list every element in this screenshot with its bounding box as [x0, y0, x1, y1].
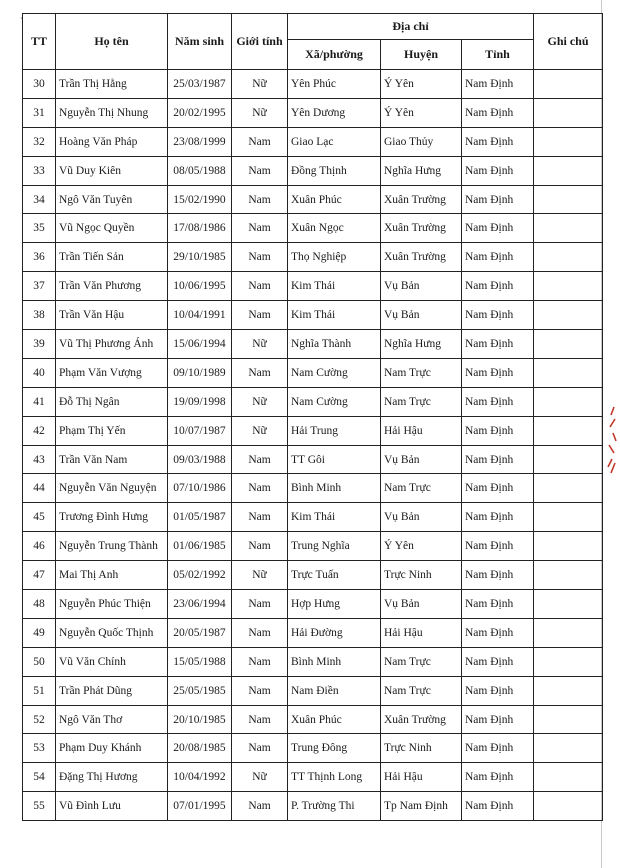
- cell-province: Nam Định: [462, 792, 534, 821]
- cell-name: Ngô Văn Tuyên: [56, 185, 168, 214]
- cell-name: Vũ Duy Kiên: [56, 156, 168, 185]
- cell-tt: 54: [23, 763, 56, 792]
- cell-province: Nam Định: [462, 358, 534, 387]
- cell-note: [534, 156, 603, 185]
- table-row: [23, 156, 603, 185]
- cell-dob: 20/08/1985: [168, 734, 232, 763]
- cell-ward: Đồng Thịnh: [288, 156, 381, 185]
- cell-name: Trần Phát Dũng: [56, 676, 168, 705]
- cell-ward: Bình Minh: [288, 474, 381, 503]
- cell-note: [534, 301, 603, 330]
- cell-province: Nam Định: [462, 676, 534, 705]
- cell-sex: Nam: [232, 156, 288, 185]
- cell-province: Nam Định: [462, 445, 534, 474]
- cell-note: [534, 185, 603, 214]
- cell-district: Nam Trực: [381, 387, 462, 416]
- cell-note: [534, 532, 603, 561]
- cell-tt: 31: [23, 98, 56, 127]
- cell-dob: 01/06/1985: [168, 532, 232, 561]
- cell-dob: 09/10/1989: [168, 358, 232, 387]
- cell-name: Vũ Văn Chính: [56, 647, 168, 676]
- cell-sex: Nam: [232, 301, 288, 330]
- cell-tt: 47: [23, 561, 56, 590]
- cell-province: Nam Định: [462, 70, 534, 99]
- header-ghi-chu: Ghi chú: [534, 14, 603, 70]
- cell-dob: 10/04/1992: [168, 763, 232, 792]
- cell-ward: Nghĩa Thành: [288, 330, 381, 359]
- cell-dob: 10/04/1991: [168, 301, 232, 330]
- table-row: [23, 358, 603, 387]
- cell-tt: 51: [23, 676, 56, 705]
- cell-province: Nam Định: [462, 416, 534, 445]
- cell-name: Mai Thị Anh: [56, 561, 168, 590]
- cell-district: Hải Hậu: [381, 763, 462, 792]
- cell-note: [534, 561, 603, 590]
- cell-province: Nam Định: [462, 503, 534, 532]
- table-row: [23, 301, 603, 330]
- cell-ward: Trực Tuấn: [288, 561, 381, 590]
- table-row: [23, 561, 603, 590]
- cell-dob: 19/09/1998: [168, 387, 232, 416]
- roster-table: [22, 13, 603, 821]
- cell-note: [534, 416, 603, 445]
- cell-dob: 25/05/1985: [168, 676, 232, 705]
- cell-ward: Bình Minh: [288, 647, 381, 676]
- cell-sex: Nam: [232, 243, 288, 272]
- cell-province: Nam Định: [462, 647, 534, 676]
- cell-tt: 45: [23, 503, 56, 532]
- cell-note: [534, 676, 603, 705]
- cell-sex: Nữ: [232, 416, 288, 445]
- cell-province: Nam Định: [462, 243, 534, 272]
- cell-note: [534, 618, 603, 647]
- table-row: [23, 590, 603, 619]
- cell-district: Xuân Trường: [381, 705, 462, 734]
- cell-ward: Nam Điền: [288, 676, 381, 705]
- cell-name: Vũ Thị Phương Ánh: [56, 330, 168, 359]
- cell-ward: Xuân Phúc: [288, 705, 381, 734]
- cell-province: Nam Định: [462, 763, 534, 792]
- cell-district: Xuân Trường: [381, 243, 462, 272]
- cell-tt: 33: [23, 156, 56, 185]
- cell-sex: Nam: [232, 618, 288, 647]
- cell-sex: Nam: [232, 734, 288, 763]
- cell-tt: 43: [23, 445, 56, 474]
- cell-district: Hải Hậu: [381, 416, 462, 445]
- cell-sex: Nam: [232, 503, 288, 532]
- cell-dob: 09/03/1988: [168, 445, 232, 474]
- cell-sex: Nam: [232, 272, 288, 301]
- header-huyen: Huyện: [381, 40, 462, 70]
- cell-name: Phạm Duy Khánh: [56, 734, 168, 763]
- cell-district: Nghĩa Hưng: [381, 330, 462, 359]
- cell-sex: Nữ: [232, 98, 288, 127]
- cell-ward: TT Thịnh Long: [288, 763, 381, 792]
- cell-district: Xuân Trường: [381, 214, 462, 243]
- cell-ward: Giao Lạc: [288, 127, 381, 156]
- cell-name: Vũ Ngọc Quyền: [56, 214, 168, 243]
- cell-name: Trần Văn Nam: [56, 445, 168, 474]
- table-row: [23, 503, 603, 532]
- cell-sex: Nữ: [232, 330, 288, 359]
- cell-sex: Nam: [232, 676, 288, 705]
- cell-province: Nam Định: [462, 214, 534, 243]
- cell-tt: 42: [23, 416, 56, 445]
- cell-note: [534, 358, 603, 387]
- cell-note: [534, 98, 603, 127]
- cell-ward: Yên Dương: [288, 98, 381, 127]
- cell-dob: 05/02/1992: [168, 561, 232, 590]
- table-row: [23, 618, 603, 647]
- cell-sex: Nam: [232, 445, 288, 474]
- cell-district: Nam Trực: [381, 676, 462, 705]
- table-row: [23, 214, 603, 243]
- cell-district: Nghĩa Hưng: [381, 156, 462, 185]
- table-row: [23, 705, 603, 734]
- cell-district: Xuân Trường: [381, 185, 462, 214]
- cell-district: Tp Nam Định: [381, 792, 462, 821]
- cell-note: [534, 445, 603, 474]
- cell-name: Nguyễn Trung Thành: [56, 532, 168, 561]
- cell-province: Nam Định: [462, 561, 534, 590]
- cell-name: Ngô Văn Thơ: [56, 705, 168, 734]
- cell-name: Đặng Thị Hương: [56, 763, 168, 792]
- cell-sex: Nam: [232, 705, 288, 734]
- table-row: [23, 734, 603, 763]
- cell-ward: Xuân Ngọc: [288, 214, 381, 243]
- cell-name: Phạm Thị Yến: [56, 416, 168, 445]
- cell-dob: 07/10/1986: [168, 474, 232, 503]
- table-row: [23, 330, 603, 359]
- cell-district: Nam Trực: [381, 474, 462, 503]
- cell-ward: Trung Nghĩa: [288, 532, 381, 561]
- cell-ward: Xuân Phúc: [288, 185, 381, 214]
- scan-tick-mark: `: [20, 16, 23, 26]
- table-row: [23, 474, 603, 503]
- table-row: [23, 445, 603, 474]
- cell-sex: Nam: [232, 532, 288, 561]
- cell-name: Phạm Văn Vượng: [56, 358, 168, 387]
- cell-ward: TT Gôi: [288, 445, 381, 474]
- cell-dob: 20/05/1987: [168, 618, 232, 647]
- cell-dob: 23/06/1994: [168, 590, 232, 619]
- cell-name: Nguyễn Quốc Thịnh: [56, 618, 168, 647]
- cell-tt: 38: [23, 301, 56, 330]
- cell-tt: 35: [23, 214, 56, 243]
- cell-tt: 49: [23, 618, 56, 647]
- cell-district: Hải Hậu: [381, 618, 462, 647]
- cell-name: Trần Văn Phương: [56, 272, 168, 301]
- cell-note: [534, 792, 603, 821]
- cell-tt: 36: [23, 243, 56, 272]
- cell-note: [534, 763, 603, 792]
- cell-dob: 17/08/1986: [168, 214, 232, 243]
- table-row: [23, 532, 603, 561]
- cell-note: [534, 705, 603, 734]
- cell-province: Nam Định: [462, 98, 534, 127]
- cell-ward: Nam Cường: [288, 387, 381, 416]
- cell-tt: 39: [23, 330, 56, 359]
- cell-ward: Hải Trung: [288, 416, 381, 445]
- cell-district: Trực Ninh: [381, 734, 462, 763]
- cell-district: Vụ Bản: [381, 503, 462, 532]
- header-xa-phuong: Xã/phường: [288, 40, 381, 70]
- table-row: [23, 792, 603, 821]
- cell-name: Trần Tiến Sản: [56, 243, 168, 272]
- cell-note: [534, 70, 603, 99]
- header-ho-ten: Họ tên: [56, 14, 168, 70]
- cell-district: Ý Yên: [381, 98, 462, 127]
- cell-ward: Kim Thái: [288, 272, 381, 301]
- cell-ward: Hải Đường: [288, 618, 381, 647]
- cell-tt: 37: [23, 272, 56, 301]
- cell-note: [534, 272, 603, 301]
- roster-body: [23, 70, 603, 821]
- cell-dob: 15/05/1988: [168, 647, 232, 676]
- cell-district: Vụ Bản: [381, 301, 462, 330]
- cell-dob: 29/10/1985: [168, 243, 232, 272]
- cell-note: [534, 647, 603, 676]
- cell-dob: 10/07/1987: [168, 416, 232, 445]
- cell-sex: Nam: [232, 214, 288, 243]
- cell-dob: 25/03/1987: [168, 70, 232, 99]
- cell-province: Nam Định: [462, 618, 534, 647]
- cell-tt: 34: [23, 185, 56, 214]
- table-row: [23, 185, 603, 214]
- table-row: [23, 243, 603, 272]
- cell-ward: Thọ Nghiệp: [288, 243, 381, 272]
- cell-district: Ý Yên: [381, 70, 462, 99]
- cell-sex: Nam: [232, 792, 288, 821]
- cell-sex: Nữ: [232, 561, 288, 590]
- cell-tt: 52: [23, 705, 56, 734]
- cell-dob: 01/05/1987: [168, 503, 232, 532]
- table-row: [23, 763, 603, 792]
- cell-district: Ý Yên: [381, 532, 462, 561]
- cell-note: [534, 590, 603, 619]
- cell-district: Vụ Bản: [381, 272, 462, 301]
- table-row: [23, 272, 603, 301]
- table-row: [23, 98, 603, 127]
- table-row: [23, 676, 603, 705]
- cell-tt: 55: [23, 792, 56, 821]
- cell-note: [534, 127, 603, 156]
- cell-note: [534, 474, 603, 503]
- cell-sex: Nam: [232, 647, 288, 676]
- cell-province: Nam Định: [462, 156, 534, 185]
- cell-dob: 08/05/1988: [168, 156, 232, 185]
- cell-tt: 30: [23, 70, 56, 99]
- cell-dob: 15/02/1990: [168, 185, 232, 214]
- table-row: [23, 416, 603, 445]
- cell-dob: 20/02/1995: [168, 98, 232, 127]
- cell-name: Đỗ Thị Ngân: [56, 387, 168, 416]
- cell-dob: 15/06/1994: [168, 330, 232, 359]
- red-stamp-fragment-icon: [602, 405, 618, 475]
- cell-province: Nam Định: [462, 330, 534, 359]
- cell-sex: Nam: [232, 474, 288, 503]
- table-row: [23, 387, 603, 416]
- cell-district: Nam Trực: [381, 647, 462, 676]
- cell-ward: Nam Cường: [288, 358, 381, 387]
- cell-district: Giao Thủy: [381, 127, 462, 156]
- cell-ward: Trung Đông: [288, 734, 381, 763]
- header-dia-chi: Địa chỉ: [288, 14, 534, 40]
- header-tt: TT: [23, 14, 56, 70]
- cell-tt: 48: [23, 590, 56, 619]
- cell-tt: 41: [23, 387, 56, 416]
- table-row: [23, 647, 603, 676]
- cell-name: Nguyễn Phúc Thiện: [56, 590, 168, 619]
- cell-name: Hoàng Văn Pháp: [56, 127, 168, 156]
- cell-province: Nam Định: [462, 474, 534, 503]
- cell-note: [534, 734, 603, 763]
- cell-dob: 10/06/1995: [168, 272, 232, 301]
- cell-sex: Nam: [232, 358, 288, 387]
- cell-name: Nguyễn Thị Nhung: [56, 98, 168, 127]
- cell-province: Nam Định: [462, 590, 534, 619]
- cell-tt: 44: [23, 474, 56, 503]
- cell-ward: Kim Thái: [288, 503, 381, 532]
- cell-ward: Hợp Hưng: [288, 590, 381, 619]
- cell-province: Nam Định: [462, 301, 534, 330]
- cell-dob: 20/10/1985: [168, 705, 232, 734]
- cell-tt: 40: [23, 358, 56, 387]
- cell-sex: Nam: [232, 127, 288, 156]
- cell-sex: Nam: [232, 590, 288, 619]
- cell-province: Nam Định: [462, 185, 534, 214]
- header-nam-sinh: Năm sinh: [168, 14, 232, 70]
- cell-district: Nam Trực: [381, 358, 462, 387]
- cell-province: Nam Định: [462, 272, 534, 301]
- cell-tt: 50: [23, 647, 56, 676]
- header-tinh: Tỉnh: [462, 40, 534, 70]
- cell-tt: 32: [23, 127, 56, 156]
- cell-name: Vũ Đình Lưu: [56, 792, 168, 821]
- cell-note: [534, 387, 603, 416]
- cell-dob: 07/01/1995: [168, 792, 232, 821]
- cell-note: [534, 214, 603, 243]
- table-row: [23, 70, 603, 99]
- cell-dob: 23/08/1999: [168, 127, 232, 156]
- cell-name: Trần Văn Hậu: [56, 301, 168, 330]
- cell-province: Nam Định: [462, 387, 534, 416]
- header-gioi-tinh: Giới tính: [232, 14, 288, 70]
- cell-province: Nam Định: [462, 705, 534, 734]
- cell-tt: 53: [23, 734, 56, 763]
- cell-province: Nam Định: [462, 532, 534, 561]
- cell-name: Trương Đình Hưng: [56, 503, 168, 532]
- table-row: [23, 127, 603, 156]
- cell-tt: 46: [23, 532, 56, 561]
- cell-sex: Nữ: [232, 387, 288, 416]
- cell-sex: Nữ: [232, 763, 288, 792]
- cell-note: [534, 243, 603, 272]
- cell-province: Nam Định: [462, 734, 534, 763]
- cell-sex: Nữ: [232, 70, 288, 99]
- cell-province: Nam Định: [462, 127, 534, 156]
- cell-note: [534, 503, 603, 532]
- cell-note: [534, 330, 603, 359]
- cell-district: Trực Ninh: [381, 561, 462, 590]
- cell-sex: Nam: [232, 185, 288, 214]
- cell-name: Trần Thị Hằng: [56, 70, 168, 99]
- cell-ward: Yên Phúc: [288, 70, 381, 99]
- cell-name: Nguyễn Văn Nguyện: [56, 474, 168, 503]
- cell-ward: P. Trường Thi: [288, 792, 381, 821]
- cell-ward: Kim Thái: [288, 301, 381, 330]
- cell-district: Vụ Bản: [381, 590, 462, 619]
- cell-district: Vụ Bản: [381, 445, 462, 474]
